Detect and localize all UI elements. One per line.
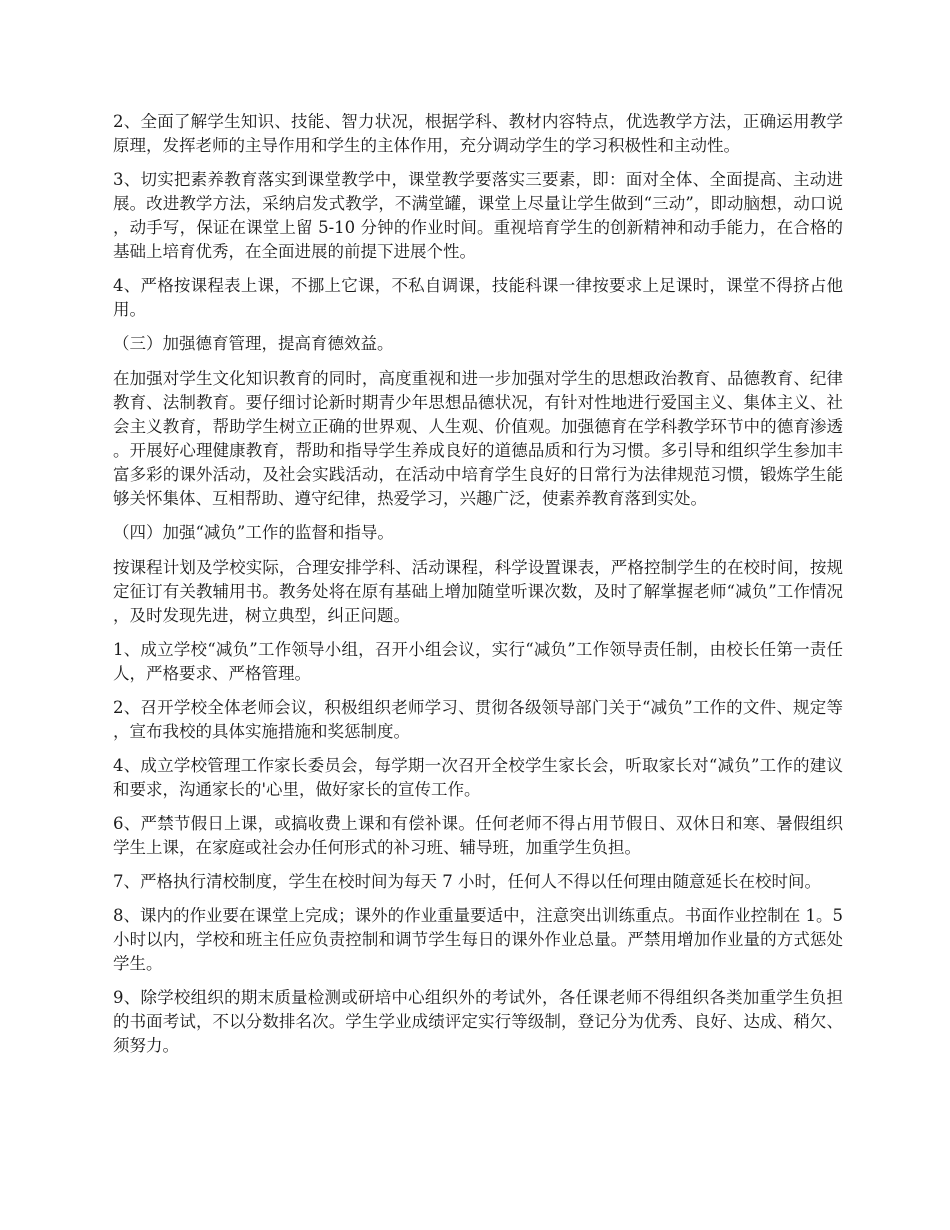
paragraph-item-2-teacher-meeting: 2、召开学校全体老师会议，积极组织老师学习、贯彻各级领导部门关于“减负”工作的文件、规定等，宣布我校的具体实施措施和奖惩制度。 [113,698,843,741]
section-heading-moral-education: （三）加强德育管理，提高育德效益。 [113,334,394,353]
paragraph-item-3-quality-education: 3、切实把素养教育落实到课堂教学中，课堂教学要落实三要素，即：面对全体、全面提高、主动进展。改进教学方法，采纳启发式教学，不满堂罐，课堂上尽量让学生做到“三动”，即动脑想，动口说，动手写，保证在课堂上留 5-10 分钟的作业时间。重视培育学生的创新精神和动手能力，在合格的基础上培育优秀，在全面进展的前提下进展个性。 [113,170,843,261]
paragraph-item-8-homework: 8、课内的作业要在课堂上完成；课外的作业重量要适中，注意突出训练重点。书面作业控制在 1。5 小时以内，学校和班主任应负责控制和调节学生每日的课外作业总量。严禁用增加作业量的方式惩处学生。 [113,906,843,973]
paragraph-moral-education: 在加强对学生文化知识教育的同时，高度重视和进一步加强对学生的思想政治教育、品德教育、纪律教育、法制教育。要仔细讨论新时期青少年思想品德状况，有针对性地进行爱国主义、集体主义、社会主义教育，帮助学生树立正确的世界观、人生观、价值观。加强德育在学科教学环节中的德育渗透。开展好心理健康教育，帮助和指导学生养成良好的道德品质和行为习惯。多引导和组织学生参加丰富多彩的课外活动，及社会实践活动，在活动中培育学生良好的日常行为法律规范习惯，锻炼学生能够关怀集体、互相帮助、遵守纪律，热爱学习，兴趣广泛，使素养教育落到实处。 [113,369,843,508]
paragraph-item-2-teaching-methods: 2、全面了解学生知识、技能、智力状况，根据学科、教材内容特点，优选教学方法，正确运用教学原理，发挥老师的主导作用和学生的主体作用，充分调动学生的学习积极性和主动性。 [113,112,843,155]
paragraph-item-4-parent-committee: 4、成立学校管理工作家长委员会，每学期一次召开全校学生家长会，听取家长对“减负”工作的建议和要求，沟通家长的'心里，做好家长的宣传工作。 [113,756,843,799]
paragraph-item-6-holiday-classes: 6、严禁节假日上课，或搞收费上课和有偿补课。任何老师不得占用节假日、双休日和寒、暑假组织学生上课，在家庭或社会办任何形式的补习班、辅导班，加重学生负担。 [113,814,843,857]
paragraph-item-1-leadership-group: 1、成立学校“减负”工作领导小组，召开小组会议，实行“减负”工作领导责任制，由校长任第一责任人，严格要求、严格管理。 [113,640,843,683]
paragraph-item-9-exams: 9、除学校组织的期末质量检测或研培中心组织外的考试外，各任课老师不得组织各类加重学生负担的书面考试，不以分数排名次。学生学业成绩评定实行等级制，登记分为优秀、良好、达成、稍欠、须努力。 [113,988,843,1055]
paragraph-item-4-class-schedule: 4、严格按课程表上课，不挪上它课，不私自调课，技能科课一律按要求上足课时，课堂不得挤占他用。 [113,276,843,319]
paragraph-burden-reduction: 按课程计划及学校实际，合理安排学科、活动课程，科学设置课表，严格控制学生的在校时间，按规定征订有关教辅用书。教务处将在原有基础上增加随堂听课次数，及时了解掌握老师“减负”工作情况，及时发现先进，树立典型，纠正问题。 [113,558,843,625]
section-heading-burden-reduction: （四）加强“减负”工作的监督和指导。 [113,523,394,542]
paragraph-item-7-school-hours: 7、严格执行清校制度，学生在校时间为每天 7 小时，任何人不得以任何理由随意延长在校时间。 [113,872,821,891]
document-body [113,110,843,1068]
